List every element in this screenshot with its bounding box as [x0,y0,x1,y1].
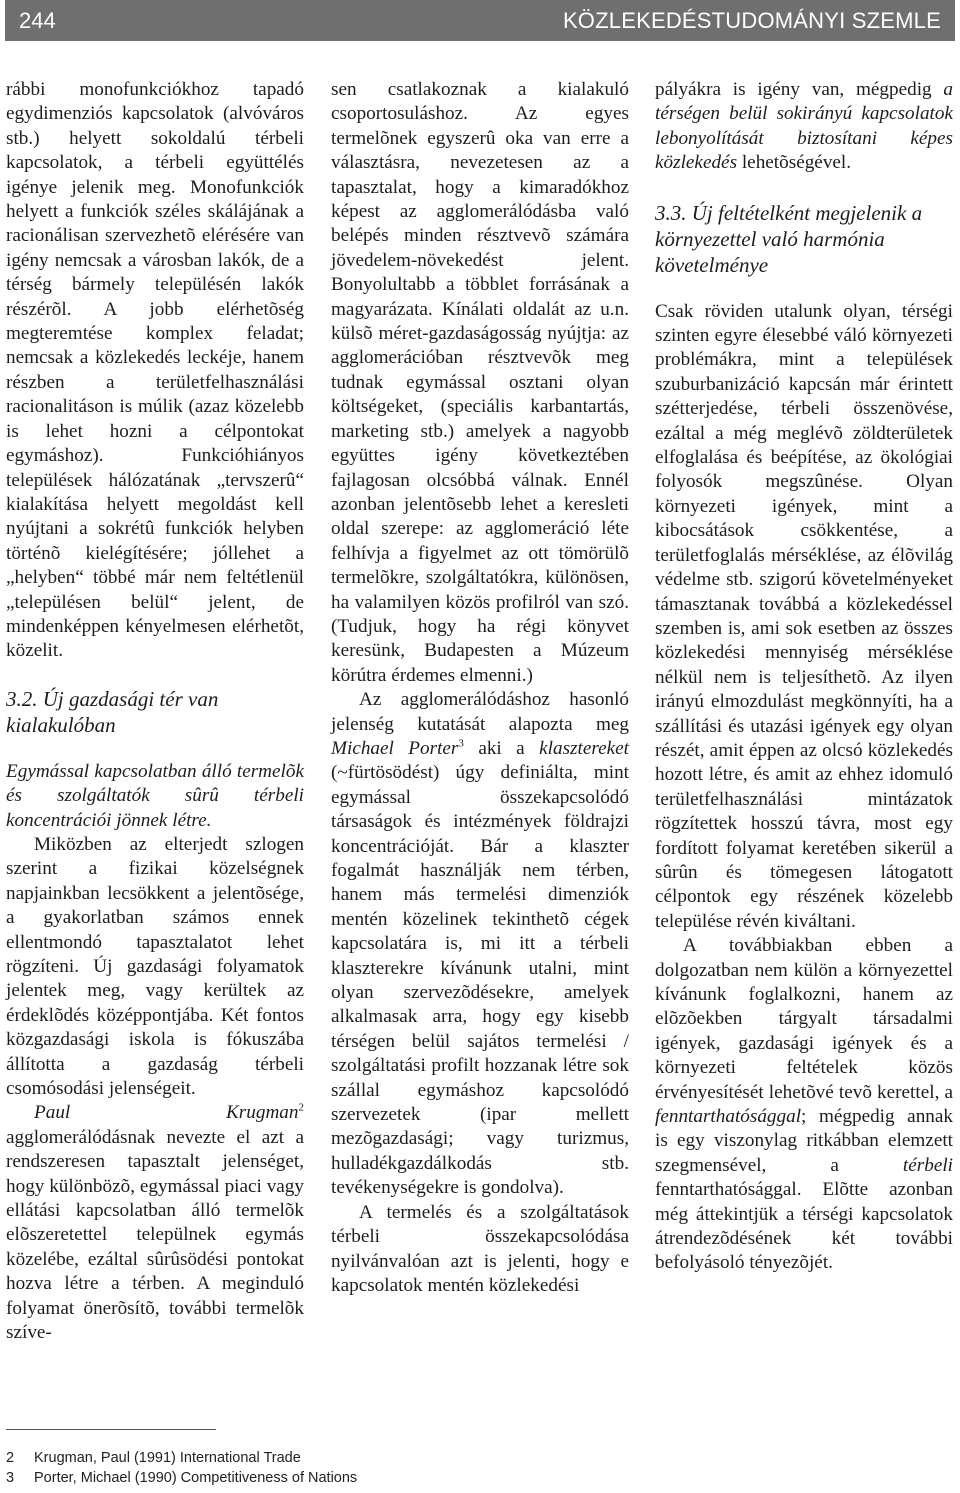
paragraph: pályákra is igény van, mégpedig a térségen belül sokirányú kapcsolatok lebonyolítását biztosítani képes közlekedés lehetõségével. [655,79,953,174]
journal-title: KÖZLEKEDÉSTUDOMÁNYI SZEMLE [562,8,941,33]
section-heading-3-2: 3.2. Új gazdasági tér van kialakulóban [6,686,219,737]
emphasis: térbeli [902,1154,953,1176]
footnote-text: Porter, Michael (1990) Competitiveness of Nations [34,1470,358,1486]
paragraph: rábbi monofunkciókhoz tapadó egydimenziós kapcsolatok (alvóváros stb.) helyett sokoldalú térbeli kapcsolatok, a térbeli együttélés igénye jelenik meg. Monofunkciók helyett a funkciók széles skálájának a racionálisan szervezhetõ elérésére van igény nemcsak a városban lakók, de a térség bármely településén lakók részérõl. A jobb elérhetõség megteremtése komplex feladat; nemcsak a közlekedés leckéje, hanem részben a területfelhasználási racionalitáson is múlik (azaz közelebb is lehet hozni a célpontokat egymáshoz). Funkcióhiányos települések hálózatának „tervszerû“ kialakítása helyett megoldást kell nyújtani a sokrétû funkciók helyben történõ kielégítésére; jóllehet a „helyben“ többé már nem feltétlenül „településen belül“ jelent, de mindenképpen kényelmesen elérhetõt, közelit. [6,79,304,662]
paragraph: Csak röviden utalunk olyan, térségi szinten egyre élesebbé váló környezeti problémákra, mint a települések szuburbanizáció kapcsán már érintett szétterjedése, térbeli összenövése, ezáltal a még meglévõ zöldterületek elfoglalása és beépítése, az ökológiai folyosók megszûnése. Olyan környezeti igények, mint a kibocsátások csökkentése, a területfoglalás mérséklése, az élõvilág védelme stb. szigorú követelményeket támasztanak továbbá a közlekedéssel szemben is, ami sok esetben az összes közlekedési mennyiség mérséklése nélkül nem is teljesíthetõ. Az ilyen irányú elmozdulást megkönnyíti, ha a szállítási és utazási igények egy olyan részét, amit éppen az olcsó közlekedés hozott létre, és amit az ehhez idomuló területfelhasználási mintázatok rögzítettek hosszú távra, most egy fordított folyamat keretében sikerül a sûrûn és tömegesen látogatott célpontok egy részének közelebb települése révén kiváltani. [655,300,953,932]
paragraph: A termelés és a szolgáltatások térbeli összekapcsolódása nyilvánvalóan azt is jelenti, hogy e kapcsolatok mentén közlekedési [331,1201,629,1296]
footnote-text: Krugman, Paul (1991) International Trade [34,1450,301,1466]
footnote-ref: 2 [298,1102,304,1115]
footnote [6,1470,357,1486]
emphasis: fenntarthatósággal [655,1106,802,1128]
footnote [6,1450,301,1466]
section-lead: Egymással kapcsolatban álló termelõk és szolgáltatók sûrû térbeli koncentrációi jönnek létre. [6,760,304,831]
page-number: 244 [19,8,56,33]
footnote-divider [6,1429,216,1430]
term: klasztereket [539,737,629,759]
emphasis: a térségen belül sokirányú kapcsolatok lebonyolítását biztosítani képes közlekedés [655,79,953,174]
footnote-number: 3 [6,1470,15,1486]
column-1 [6,78,304,1346]
paragraph: sen csatlakoznak a kialakuló csoportosuláshoz. Az egyes termelõnek egyszerû oka van erre a választásra, nevezetesen az a tapasztalat, hogy a kimaradókhoz képest az agglomerálódásba való belépés minden résztvevõ számára jövedelem-növekedést jelent. Bonyolultabb a többlet forrásának a magyarázata. Kínálati oldalát az u.n. külsõ méret-gazdaságosság nyújtja: az agglomerációban résztvevõk meg tudnak egymással osztani olyan költségeket, (speciális karbantartás, marketing stb.) amelyek a nagyobb együttes igény következtében fajlagosan olcsóbbá válnak. Ennél azonban jelentõsebb lehet a keresleti oldal szerepe: az agglomeráció léte felhívja a figyelmet az ott tömörülõ termelõkre, szolgáltatókra, különösen, ha valamilyen közös profilról van szó. (Tudjuk, hogy ha régi könyvet keresünk, Budapesten a Múzeum körútra érdemes elmenni.) [331,79,629,686]
paragraph: Miközben az elterjedt szlogen szerint a fizikai közelségnek napjainkban lecsökkent a jelentõsége, a gyakorlatban számos ennek ellentmondó tapasztalatot lehet rögzíteni. Új gazdasági folyamatok jelentek meg, vagy kerültek az érdeklõdés középpontjába. Két fontos közgazdasági iskola is fókuszába állította a gazdaság térbeli csomósodási jelenségeit. [6,833,304,1100]
paragraph: Az agglomerálódáshoz hasonló jelenség kutatását alapozta meg Michael Porter$^3$ aki a klasztereket (~fürtösödést) úgy definiálta, mint egymással összekapcsolódó társaságok és intézmények földrajzi koncentrációját. Bár a klaszter fogalmát használják nem térben, hanem más termelési dimenziók mentén közelinek tekinthetõ cégek kapcsolatára is, mi itt a térbeli klaszterekre kívánunk utalni, mint olyan szervezõdésekre, amelyek alkalmasak arra, hogy egy kisebb térségen belül sajátos termelési / szolgáltatási profilt hozzanak létre sok szállal egymáshoz kapcsolódó szervezetek (ipar mellett mezõgazdasági; vagy turizmus, hulladékgazdálkodás stb. tevékenységekre is gondolva). [331,689,629,1199]
paragraph: Paul Krugman$^2$ agglomerálódásnak nevezte el azt a rendszeresen tapasztalt jelenséget, hogy különbözõ, egymással piaci vagy ellátási kapcsolatban álló termelõk elõszeretettel települnek egymás közelébe, ezáltal sûrûsödési pontokat hozva létre a térben. A meginduló folyamat önerõsítõ, további termelõk szíve- [6,1102,304,1344]
section-heading-3-3: 3.3. Új feltételként megjelenik a környezettel való harmónia követelménye [655,200,923,277]
footnote-number: 2 [6,1450,15,1466]
author-name: Paul Krugman [34,1102,299,1124]
column-2 [331,78,629,1298]
paragraph: A továbbiakban ebben a dolgozatban nem külön a környezettel kívánunk foglalkozni, hanem az elõzõekben tárgyalt társadalmi igények, gazdasági igények és a környezeti feltételek közös érvényesítését lehetõvé tevõ kerettel, a fenntarthatósággal; mégpedig annak is egy viszonylag ritkábban elemzett szegmensével, a térbeli fenntarthatósággal. Elõtte azonban még áttekintjük a térségi kapcsolatok átrendezõdésének két további befolyásoló tényezõjét. [655,935,953,1274]
running-header [5,0,955,41]
column-3 [655,78,953,1276]
author-name: Michael Porter [331,737,459,759]
footnote-ref: 3 [458,737,464,750]
